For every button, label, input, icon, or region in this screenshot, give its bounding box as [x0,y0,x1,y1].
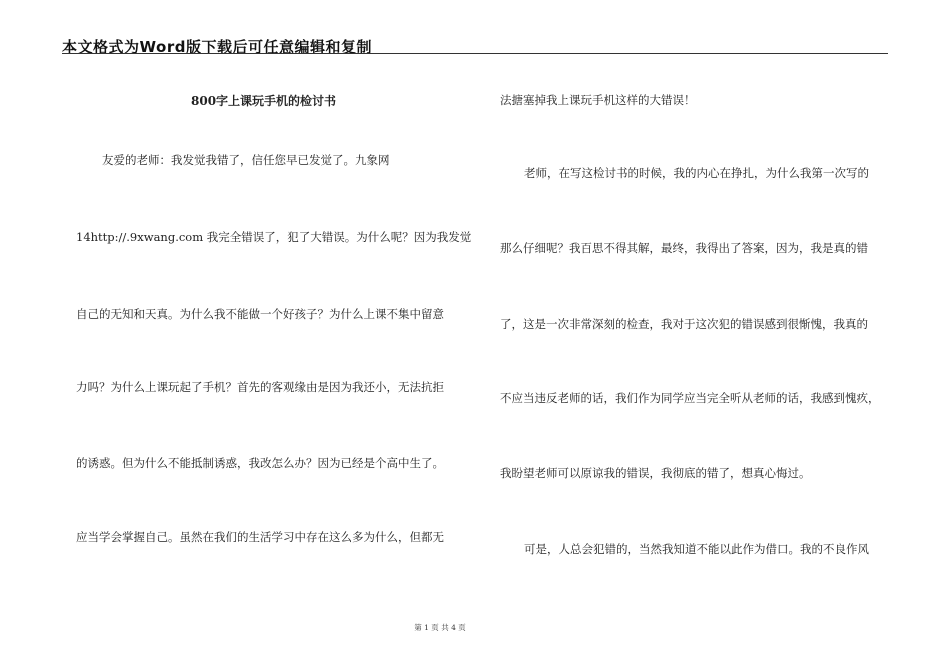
paragraph-line: 的诱惑。但为什么不能抵制诱惑，我改怎么办？因为已经是个高中生了。 [76,456,444,470]
header-divider [62,53,888,54]
paragraph-line: 力吗？为什么上课玩起了手机？首先的客观缘由是因为我还小，无法抗拒 [76,380,444,394]
document-title: 800字上课玩手机的检讨书 [191,94,337,108]
paragraph-line: 自己的无知和天真。为什么我不能做一个好孩子？为什么上课不集中留意 [76,307,444,321]
paragraph-line: 14http://.9xwang.com 我完全错误了，犯了大错误。为什么呢？因为我发觉 [76,230,472,244]
paragraph-line: 不应当违反老师的话，我们作为同学应当完全听从老师的话，我感到愧疚， [500,391,880,405]
paragraph-line: 法搪塞掉我上课玩手机这样的大错误！ [500,93,696,107]
header-banner: 本文格式为Word版下载后可任意编辑和复制 [62,38,372,56]
page-number: 第 1 页 共 4 页 [414,623,466,632]
paragraph-line: 我盼望老师可以原谅我的错误，我彻底的错了，想真心悔过。 [500,466,811,480]
paragraph-line: 老师，在写这检讨书的时候，我的内心在挣扎，为什么我第一次写的 [524,166,869,180]
paragraph-line: 那么仔细呢？我百思不得其解，最终，我得出了答案，因为，我是真的错 [500,241,868,255]
paragraph-line: 可是，人总会犯错的，当然我知道不能以此作为借口。我的不良作风 [524,542,869,556]
paragraph-line: 了，这是一次非常深刻的检查，我对于这次犯的错误感到很惭愧，我真的 [500,317,868,331]
paragraph-line: 友爱的老师：我发觉我错了，信任您早已发觉了。九象网 [102,153,390,167]
paragraph-line: 应当学会掌握自己。虽然在我们的生活学习中存在这么多为什么，但都无 [76,530,444,544]
